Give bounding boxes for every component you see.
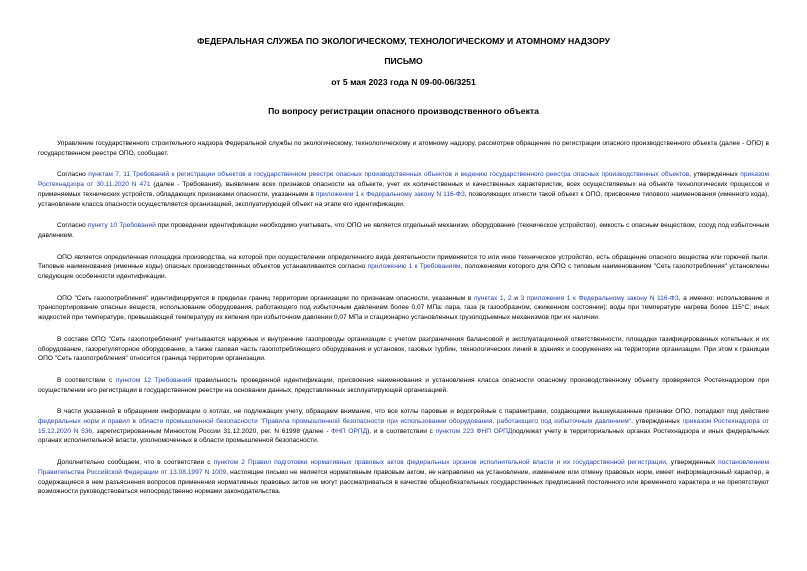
document-link[interactable]: приказом Ростехнадзора от 30.11.2020 N 471: [38, 171, 769, 189]
document-subject: По вопросу регистрации опасного производственного объекта: [268, 106, 539, 116]
paragraph-text: и: [511, 294, 521, 302]
paragraph-text: ОПО является определенная площадка производства, на которой при осуществлении определенного вида деятельности применяется то или иное техническое устройство, есть обращение опасного вещества или горючей пыли. Типовые наименования (именные коды) опасных производственных объектов устанавливаются согласно: [38, 253, 769, 271]
paragraph-text: ), и в соответствии с: [367, 427, 436, 435]
document-link[interactable]: 2: [508, 294, 512, 302]
paragraph-text: , позволяющих отнести такой объект к ОПО, присвоение типового наименования (именного кода), установление класса опасности осуществляется организацией, эксплуатирующей объект на этапе его идентификации.: [38, 190, 769, 208]
document-link[interactable]: приказом Ростехнадзора от 15.12.2020 N 536: [38, 418, 770, 435]
document-type: ПИСЬМО: [384, 56, 423, 66]
paragraph: [38, 253, 769, 282]
paragraph: [38, 221, 769, 240]
paragraph-text: ОПО "Сеть газопотребления" идентифицируется в пределах границ территории организации по признакам опасности, указанным в: [57, 294, 474, 302]
document-link[interactable]: пунктах 1: [473, 294, 504, 302]
paragraph: [38, 458, 769, 497]
paragraph-text: Дополнительно сообщаем, что в соответствии с: [57, 459, 214, 467]
agency-title: ФЕДЕРАЛЬНАЯ СЛУЖБА ПО ЭКОЛОГИЧЕСКОМУ, ТЕХНОЛОГИЧЕСКОМУ И АТОМНОМУ НАДЗОРУ: [197, 36, 610, 46]
document-date-number: от 5 мая 2023 года N 09-00-06/3251: [331, 77, 476, 87]
paragraph-text: В соответствии с: [57, 376, 116, 384]
document-link[interactable]: пунктом 223 ФНП ОРПД: [435, 427, 513, 435]
document-link[interactable]: 3 приложения 1 к Федеральному закону N 116-ФЗ: [520, 294, 679, 302]
document-link[interactable]: постановлением Правительства Российской Федерации от 13.08.1997 N 1009: [38, 459, 770, 476]
paragraph: [38, 170, 769, 209]
paragraph-text: , утвержденных: [689, 171, 741, 179]
document-body: [38, 139, 769, 497]
document-link[interactable]: пунктом 12 Требований: [115, 376, 192, 384]
paragraph: [38, 139, 769, 158]
paragraph-text: Согласно: [57, 171, 89, 179]
paragraph-text: , утвержденных: [665, 459, 719, 467]
paragraph-text: , зарегистрированным Минюстом России 31.12.2020, рег. N 61998 (далее -: [92, 427, 332, 435]
document-link[interactable]: приложению 1 к Требованиям: [367, 263, 461, 271]
paragraph-text: В части указанной в обращении информации о котлах, не подлежащих учету, обращаем внимание, что все котлы паровые и водогрейные с параметрами, создающими вышеуказанные признаки ОПО, попадают под действие: [57, 408, 769, 416]
document-link[interactable]: ФНП ОРПД: [331, 427, 368, 435]
document-link[interactable]: пунктом 2 Правил подготовки нормативных правовых актов федеральных органов исполнительной власти и их государственной регистрации: [213, 459, 666, 467]
paragraph: [38, 294, 769, 323]
paragraph: [38, 335, 769, 364]
paragraph: [38, 407, 769, 446]
paragraph-text: ,: [503, 294, 508, 302]
paragraph-text: , настоящее письмо не является нормативным правовым актом, не направлено на установление, изменение или отмену правовых норм, имеет информационный характер, а содержащиеся в нем разъяснения вопросов применения нормативных правовых актов не могут рассматриваться в качестве общеобязательных государственных предписаний постоянного или временного характера и не препятствуют возможности руководствоваться непосредственно нормами законодательства.: [38, 468, 769, 496]
paragraph-text: В составе ОПО "Сеть газопотребления" учитываются наружные и внутренние газопроводы организации с учетом разграничения балансовой и эксплуатационной ответственности, площадки газифицированных котельных и их оборудование, газорегуляторное оборудование, а также газовая часть газопотребляющего оборудования и установок, газовых турбин, технологических линий в зданиях и сооружениях на территории организации. При этом к границам ОПО "Сеть газопотребления" относится граница территории организации.: [38, 335, 769, 363]
paragraph-text: , положениями которого для ОПО с типовым наименованием "Сеть газопотребления" установлены следующие особенности идентификации.: [38, 263, 770, 281]
paragraph-text: правильность проведенной идентификации, присвоения наименования и установления класса опасности опасному производственному объекту проверяется Ростехнадзором при осуществлении его регистрации в государственном реестре на основании данных, представленных эксплуатирующей организацией.: [38, 376, 769, 394]
document-link[interactable]: приложении 1 к Федеральному закону N 116-ФЗ: [315, 190, 465, 198]
paragraph-text: Согласно: [57, 222, 88, 230]
document-link[interactable]: пунктам 7, 11 Требований к регистрации объектов в государственном реестре опасных производственных объектов и ведению государственного реестра опасных производственных объектов: [88, 171, 690, 179]
paragraph-text: (далее - Требования), выявление всех признаков опасности на объекте, учет их количественных и качественных характеристик, всех осуществляемых на объекте технологических процессов и применяемых технических устройств, обладающих признаками опасности, указанными в: [38, 181, 769, 198]
paragraph: [38, 376, 769, 395]
paragraph-text: , утвержденных: [631, 418, 683, 426]
paragraph-text: , а именно: использование и транспортирование опасных веществ, использование оборудования, работающего под избыточным давлением более 0,07 МПа: пара, газа (в газообразном, сжиженном состоянии); воды при температуре нагрева более 115°С; иных жидкостей при температуре, превышающей температуру их кипения при избыточном давлении 0,07 МПа и стационарно установленных грузоподъемных механизмов при их наличии.: [38, 294, 769, 322]
paragraph-text: Управление государственного строительного надзора Федеральной службы по экологическому, технологическому и атомному надзору, рассмотрев обращение по регистрации опасного производственного объекта (далее - ОПО) в государственном реестре ОПО, сообщает.: [38, 140, 769, 157]
document-link[interactable]: пункту 10 Требований: [87, 222, 156, 230]
paragraph-text: подлежат учету в территориальных органах Ростехнадзора и иных федеральных органах исполнительной власти, уполномоченных в области промышленной безопасности.: [38, 427, 769, 445]
paragraph-text: при проведении идентификации необходимо учитывать, что ОПО не является отдельный механизм, оборудование (техническое устройство), емкость с опасным веществом, сосуд под избыточным давлением.: [38, 222, 769, 239]
document-link[interactable]: федеральных норм и правил в области промышленной безопасности "Правила промышленной безопасности при использовании оборудования, работающего под избыточным давлением": [38, 418, 632, 426]
